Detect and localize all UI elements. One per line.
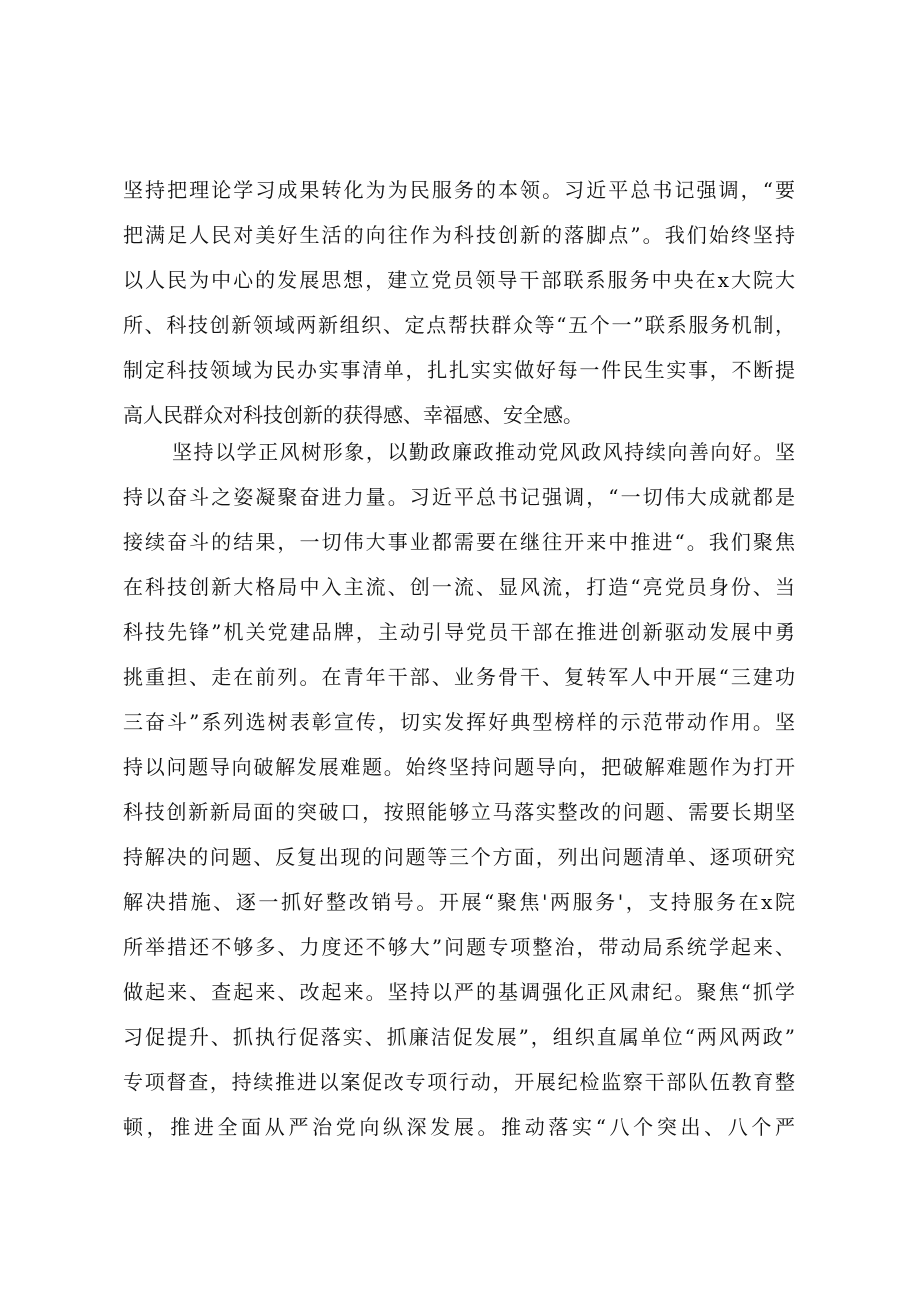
- paragraph-1-line-3: 以人民为中心的发展思想，建立党员领导干部联系服务中央在x大院大: [123, 268, 795, 292]
- paragraph-2-line-3: 接续奋斗的结果，一切伟大事业都需要在继往开来中推进“。我们聚焦: [123, 530, 795, 554]
- paragraph-2-line-8: 持以问题导向破解发展难题。始终坚持问题导向，把破解难题作为打开: [123, 755, 795, 779]
- paragraph-2-line-12: 所举措还不够多、力度还不够大”问题专项整治，带动局系统学起来、: [123, 935, 795, 959]
- paragraph-2-line-16: 顿，推进全面从严治党向纵深发展。推动落实“八个突出、八个严: [123, 1115, 795, 1139]
- paragraph-2-line-6: 挑重担、走在前列。在青年干部、业务骨干、复转军人中开展“三建功: [123, 665, 795, 689]
- paragraph-1-line-4: 所、科技创新领域两新组织、定点帮扶群众等“五个一”联系服务机制，: [123, 313, 795, 337]
- paragraph-2-line-2: 持以奋斗之姿凝聚奋进力量。习近平总书记强调，“一切伟大成就都是: [123, 485, 795, 509]
- paragraph-1-line-5: 制定科技领域为民办实事清单，扎扎实实做好每一件民生实事，不断提: [123, 358, 795, 382]
- paragraph-1-line-2: 把满足人民对美好生活的向往作为科技创新的落脚点”。我们始终坚持: [123, 223, 795, 247]
- paragraph-2-line-11: 解决措施、逐一抓好整改销号。开展“聚焦'两服务'，支持服务在x院: [123, 890, 795, 914]
- paragraph-2-line-1: 坚持以学正风树形象，以勤政廉政推动党风政风持续向善向好。坚: [172, 440, 795, 464]
- paragraph-2-line-10: 持解决的问题、反复出现的问题等三个方面，列出问题清单、逐项研究: [123, 845, 795, 869]
- paragraph-2-line-5: 科技先锋”机关党建品牌，主动引导党员干部在推进创新驱动发展中勇: [123, 620, 795, 644]
- paragraph-2-line-14: 习促提升、抓执行促落实、抓廉洁促发展”，组织直属单位“两风两政”: [123, 1025, 795, 1049]
- paragraph-2-line-7: 三奋斗”系列选树表彰宣传，切实发挥好典型榜样的示范带动作用。坚: [123, 710, 795, 734]
- paragraph-2-line-9: 科技创新新局面的突破口，按照能够立马落实整改的问题、需要长期坚: [123, 800, 795, 824]
- paragraph-2-line-4: 在科技创新大格局中入主流、创一流、显风流，打造“亮党员身份、当: [123, 575, 795, 599]
- paragraph-2-line-13: 做起来、查起来、改起来。坚持以严的基调强化正风肃纪。聚焦“抓学: [123, 980, 795, 1004]
- paragraph-1-line-6: 高人民群众对科技创新的获得感、幸福感、安全感。: [123, 403, 583, 427]
- paragraph-1-line-1: 坚持把理论学习成果转化为为民服务的本领。习近平总书记强调，“要: [123, 178, 795, 202]
- paragraph-2-line-15: 专项督查，持续推进以案促改专项行动，开展纪检监察干部队伍教育整: [123, 1070, 795, 1094]
